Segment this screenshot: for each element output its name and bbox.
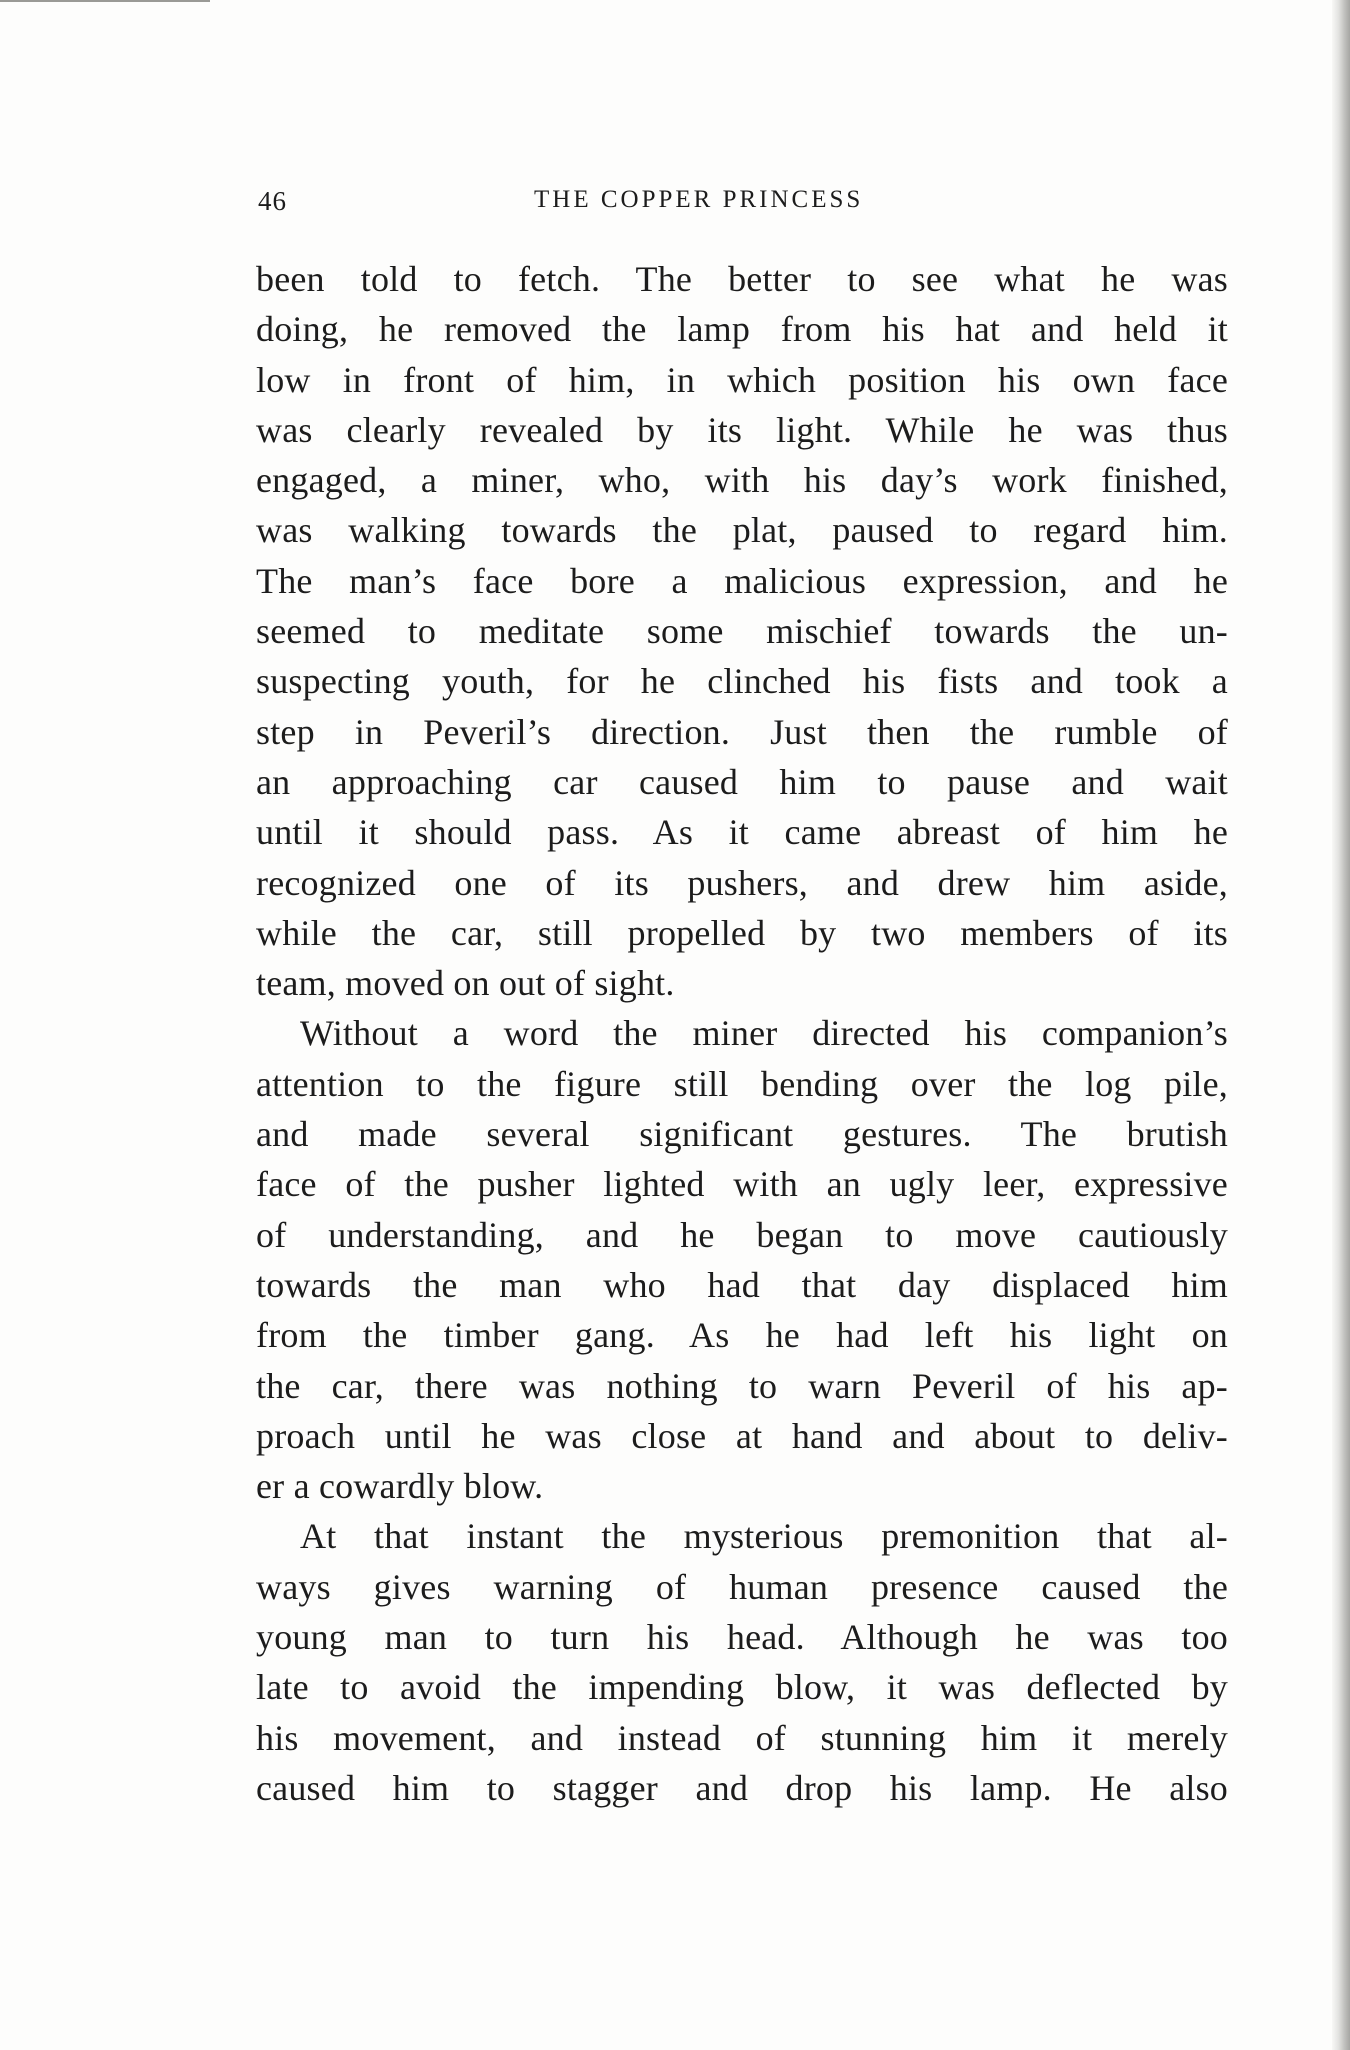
text-line: step in Peveril’s direction. Just then the rumble of xyxy=(256,711,1228,752)
paragraph xyxy=(256,254,1228,1008)
text-line: low in front of him, in which position his own face xyxy=(256,359,1228,400)
text-line: of understanding, and he began to move cautiously xyxy=(256,1214,1228,1255)
text-line: doing, he removed the lamp from his hat and held it xyxy=(256,309,1228,350)
text-line: his movement, and instead of stunning him it merely xyxy=(256,1717,1228,1758)
text-line: team, moved on out of sight. xyxy=(256,963,675,1004)
running-title: THE COPPER PRINCESS xyxy=(534,186,864,213)
text-line: towards the man who had that day displaced him xyxy=(256,1264,1228,1305)
text-line: while the car, still propelled by two members of its xyxy=(256,912,1228,953)
body-text xyxy=(256,254,1228,1813)
text-line: was walking towards the plat, paused to regard him. xyxy=(256,510,1228,551)
text-line: caused him to stagger and drop his lamp. He also xyxy=(256,1767,1228,1808)
text-line: face of the pusher lighted with an ugly leer, expressive xyxy=(256,1164,1228,1205)
paragraph xyxy=(256,1511,1228,1813)
text-line: seemed to meditate some mischief towards the un- xyxy=(256,611,1228,652)
text-line: been told to fetch. The better to see what he was xyxy=(256,259,1228,299)
page-number: 46 xyxy=(258,186,287,216)
text-line: from the timber gang. As he had left his light on xyxy=(256,1315,1228,1356)
page-header xyxy=(258,186,1248,226)
text-line: er a cowardly blow. xyxy=(256,1466,544,1507)
text-line: and made several significant gestures. The brutish xyxy=(256,1114,1228,1155)
text-line: an approaching car caused him to pause and wait xyxy=(256,761,1228,802)
text-line: Without a word the miner directed his companion’s xyxy=(300,1013,1228,1054)
text-line: The man’s face bore a malicious expression, and he xyxy=(256,560,1228,601)
text-line: recognized one of its pushers, and drew him aside, xyxy=(256,862,1228,903)
text-line: engaged, a miner, who, with his day’s work finished, xyxy=(256,460,1228,501)
text-line: attention to the figure still bending over the log pile, xyxy=(256,1063,1228,1104)
text-line: the car, there was nothing to warn Peveril of his ap- xyxy=(256,1365,1228,1406)
text-line: young man to turn his head. Although he was too xyxy=(256,1617,1228,1658)
text-line: At that instant the mysterious premonition that al- xyxy=(300,1516,1228,1557)
page-edge-shadow xyxy=(1332,0,1350,2050)
text-line: suspecting youth, for he clinched his fists and took a xyxy=(256,661,1228,702)
text-line: late to avoid the impending blow, it was deflected by xyxy=(256,1667,1228,1708)
text-line: ways gives warning of human presence caused the xyxy=(256,1566,1228,1607)
text-line: was clearly revealed by its light. While he was thus xyxy=(256,409,1228,450)
text-line: until it should pass. As it came abreast of him he xyxy=(256,812,1228,853)
text-line: proach until he was close at hand and about to deliv- xyxy=(256,1415,1228,1456)
paragraph xyxy=(256,1008,1228,1511)
scan-corner-mark xyxy=(0,0,210,2)
